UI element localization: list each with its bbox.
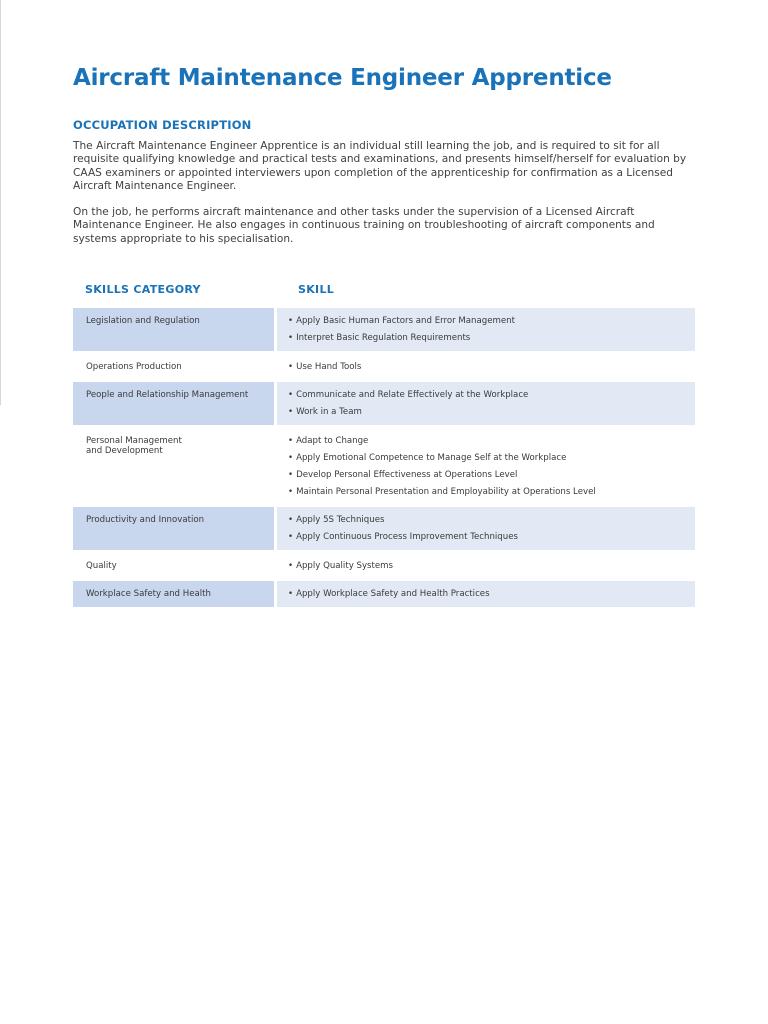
skills-category-cell: Workplace Safety and Health <box>73 581 274 607</box>
skill-cell <box>277 581 695 607</box>
skills-category-cell: People and Relationship Management <box>73 382 274 425</box>
table-row <box>73 382 695 425</box>
bullet-icon: • <box>288 469 294 480</box>
bullet-icon: • <box>288 333 294 344</box>
skill-label: Apply Continuous Process Improvement Techniques <box>296 532 518 543</box>
skill-list-item <box>288 470 685 481</box>
skill-label: Use Hand Tools <box>296 361 362 372</box>
skill-label: Maintain Personal Presentation and Employability at Operations Level <box>296 486 596 497</box>
skill-list-item <box>288 561 685 572</box>
skill-list-item <box>288 515 685 526</box>
page-edge-line <box>0 0 1 405</box>
skill-list-item <box>288 407 685 418</box>
skill-list-item <box>288 390 685 401</box>
bullet-icon: • <box>288 486 294 497</box>
skill-label: Adapt to Change <box>296 435 369 446</box>
table-row <box>73 553 695 579</box>
skill-cell <box>277 428 695 505</box>
bullet-icon: • <box>288 316 294 327</box>
skill-label: Work in a Team <box>296 407 362 418</box>
document-title: Aircraft Maintenance Engineer Apprentice <box>73 65 612 91</box>
skill-cell <box>277 507 695 550</box>
bullet-icon: • <box>288 515 294 526</box>
table-row <box>73 428 695 505</box>
skills-category-cell: Operations Production <box>86 361 182 372</box>
skill-label: Apply 5S Techniques <box>296 515 385 526</box>
skills-category-line: and Development <box>86 446 163 457</box>
table-row <box>73 308 695 351</box>
skill-list-item <box>288 362 685 373</box>
occupation-description-heading: OCCUPATION DESCRIPTION <box>73 118 252 132</box>
skills-category-cell <box>73 428 274 505</box>
skill-label: Apply Emotional Competence to Manage Self at the Workplace <box>296 452 567 463</box>
skills-category-cell: Productivity and Innovation <box>73 507 274 550</box>
skill-label: Apply Workplace Safety and Health Practices <box>296 589 490 600</box>
bullet-icon: • <box>288 390 294 401</box>
skill-column-header: SKILL <box>298 283 335 297</box>
skill-list-item <box>288 532 685 543</box>
bullet-icon: • <box>288 532 294 543</box>
skill-cell <box>277 354 695 380</box>
skill-label: Apply Quality Systems <box>296 560 394 571</box>
table-row <box>73 354 695 380</box>
skill-label: Develop Personal Effectiveness at Operations Level <box>296 469 518 480</box>
bullet-icon: • <box>288 435 294 446</box>
skill-list-item <box>288 487 685 498</box>
table-row <box>73 581 695 607</box>
skill-cell <box>277 308 695 351</box>
table-row <box>73 507 695 550</box>
skills-category-cell: Quality <box>86 560 117 571</box>
bullet-icon: • <box>288 361 294 372</box>
bullet-icon: • <box>288 560 294 571</box>
skill-cell <box>277 553 695 579</box>
document-page <box>73 60 695 610</box>
bullet-icon: • <box>288 452 294 463</box>
skill-label: Interpret Basic Regulation Requirements <box>296 333 471 344</box>
skill-list-item <box>288 316 685 327</box>
skill-label: Apply Basic Human Factors and Error Management <box>296 316 515 327</box>
skills-category-column-header: SKILLS CATEGORY <box>85 283 201 297</box>
skill-list-item <box>288 436 685 447</box>
skills-table-header <box>73 283 695 298</box>
skill-label: Communicate and Relate Effectively at the Workplace <box>296 390 529 401</box>
skills-category-cell: Legislation and Regulation <box>73 308 274 351</box>
skill-list-item <box>288 453 685 464</box>
skills-category-line: Personal Management <box>86 435 182 446</box>
skills-table <box>73 308 695 607</box>
skill-list-item <box>288 333 685 344</box>
bullet-icon: • <box>288 589 294 600</box>
occupation-paragraph-1: The Aircraft Maintenance Engineer Apprentice is an individual still learning the job, and is required to sit for all requisite qualifying knowledge and practical tests and examinations, and presents himself/herself for evaluation by CAAS examiners or appointed interviewers upon completion of the apprenticeship for confirmation as a Licensed Aircraft Maintenance Engineer. <box>73 140 687 192</box>
skill-cell <box>277 382 695 425</box>
bullet-icon: • <box>288 407 294 418</box>
occupation-paragraph-2: On the job, he performs aircraft maintenance and other tasks under the supervision of a Licensed Aircraft Maintenance Engineer. He also engages in continuous training on troubleshooting of aircraft components and systems appropriate to his specialisation. <box>73 206 655 245</box>
skill-list-item <box>288 589 685 600</box>
